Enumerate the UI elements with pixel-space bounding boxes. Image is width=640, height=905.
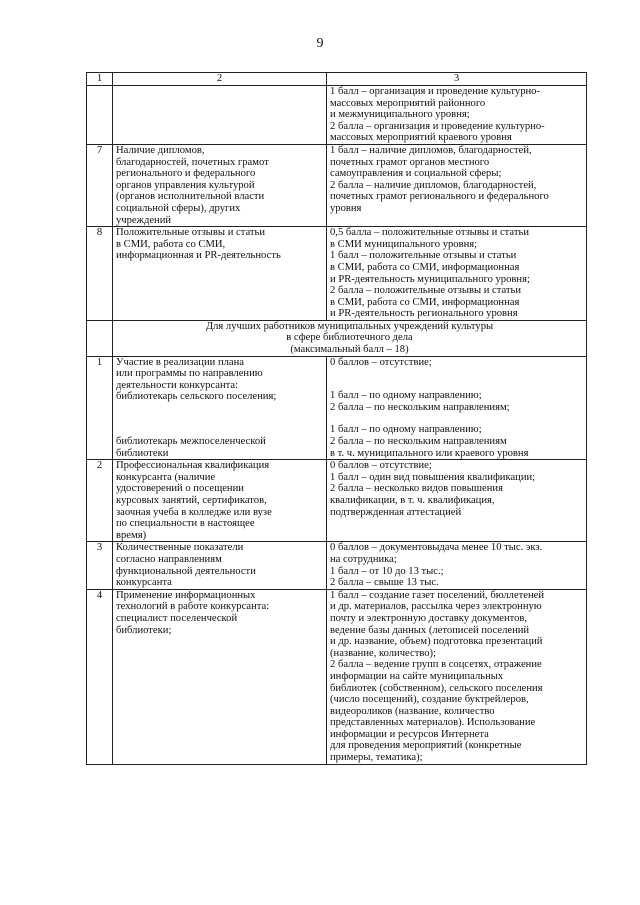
criterion-line: библиотекарь сельского поселения; — [116, 391, 277, 403]
criterion-line: социальной сферы), других — [116, 202, 241, 214]
criterion-line: конкурсанта (наличие — [116, 471, 216, 483]
row-scores — [327, 589, 587, 764]
header-col-3: 3 — [327, 73, 587, 86]
score-line: уровня — [330, 202, 362, 214]
criterion-line: органов управления культурой — [116, 179, 255, 191]
table-row — [87, 356, 587, 460]
section-title — [113, 320, 587, 356]
criterion-line: библиотеки — [116, 447, 169, 459]
score-line: представленных материалов). Использование — [330, 717, 536, 729]
score-line: (название, количество); — [330, 647, 437, 659]
score-line: подтвержденная аттестацией — [330, 506, 462, 518]
row-number: 4 — [87, 589, 113, 764]
criteria-table — [86, 72, 587, 765]
criterion-line: заочная учеба в колледже или вузе — [116, 506, 272, 518]
row-criterion — [113, 86, 327, 145]
criterion-line: благодарностей, почетных грамот — [116, 156, 269, 168]
criterion-line: Профессиональная квалификация — [116, 460, 270, 472]
score-line: 2 балла – свыше 13 тыс. — [330, 577, 439, 589]
criterion-line: по специальности в настоящее — [116, 518, 255, 530]
header-col-1: 1 — [87, 73, 113, 86]
score-line: на сотрудника; — [330, 553, 397, 565]
score-line: 2 балла – организация и проведение культурно- — [330, 120, 545, 132]
criterion-line: регионального и федерального — [116, 168, 256, 180]
score-line: 1 балл – один вид повышения квалификации; — [330, 471, 536, 483]
criterion-line: в СМИ, работа со СМИ, — [116, 238, 226, 250]
criterion-line: специалист поселенческой — [116, 612, 238, 624]
row-scores — [327, 144, 587, 226]
criterion-line: конкурсанта — [116, 577, 172, 589]
section-line: Для лучших работников муниципальных учреждений культуры — [205, 320, 494, 332]
header-col-2: 2 — [113, 73, 327, 86]
score-line: 1 балл – организация и проведение культурно- — [330, 86, 541, 97]
row-scores — [327, 356, 587, 460]
score-line: 2 балла – наличие дипломов, благодарностей, — [330, 179, 537, 191]
row-criterion — [113, 589, 327, 764]
score-line: (число посещений), создание буктрейлеров, — [330, 694, 529, 706]
score-line: информации на сайте муниципальных — [330, 670, 504, 682]
score-line: 1 балл – наличие дипломов, благодарностей, — [330, 144, 532, 156]
score-line: и PR-деятельность регионального уровня — [330, 308, 518, 320]
score-line: и др. название, объем) подготовка презентаций — [330, 636, 543, 648]
table-row — [87, 460, 587, 542]
row-number: 3 — [87, 542, 113, 589]
criterion-line: Наличие дипломов, — [116, 144, 205, 156]
score-line: в СМИ муниципального уровня; — [330, 238, 478, 250]
section-spacer — [87, 320, 113, 356]
row-criterion — [113, 144, 327, 226]
score-line: примеры, тематика); — [330, 752, 423, 764]
score-line: видеороликов (название, количество — [330, 705, 495, 717]
score-line: самоуправления и социальной сферы; — [330, 168, 502, 180]
score-line: и PR-деятельность муниципального уровня; — [330, 273, 530, 285]
criterion-line: технологий в работе конкурсанта: — [116, 601, 270, 613]
table-row — [87, 589, 587, 764]
row-number: 2 — [87, 460, 113, 542]
score-line: 0 баллов – отсутствие; — [330, 460, 432, 472]
spacer — [330, 368, 583, 390]
score-line: массовых мероприятий краевого уровня — [330, 132, 512, 144]
row-number — [87, 86, 113, 145]
score-line: в СМИ, работа со СМИ, информационная — [330, 261, 520, 273]
score-line: 1 балл – по одному направлению; — [330, 390, 482, 402]
criterion-line: или программы по направлению — [116, 368, 263, 380]
criterion-line: деятельности конкурсанта: — [116, 379, 239, 391]
criterion-line: время) — [116, 529, 147, 541]
criterion-line: удостоверений о посещении — [116, 483, 244, 495]
score-line: и др. материалов, рассылка через электронную — [330, 601, 542, 613]
criterion-line: библиотеки; — [116, 624, 172, 636]
table-row — [87, 86, 587, 145]
score-line: ведение базы данных (летописей поселений — [330, 624, 530, 636]
criterion-line: учреждений — [116, 214, 172, 226]
row-scores — [327, 227, 587, 321]
score-line: 2 балла – ведение групп в соцсетях, отражение — [330, 659, 542, 671]
row-number: 1 — [87, 356, 113, 460]
score-line: информации и ресурсов Интернета — [330, 728, 489, 740]
score-line: 2 балла – положительные отзывы и статьи — [330, 285, 522, 297]
score-line: массовых мероприятий районного — [330, 97, 486, 109]
row-scores — [327, 460, 587, 542]
criterion-line: Количественные показатели — [116, 542, 244, 554]
score-line: 1 балл – от 10 до 13 тыс.; — [330, 565, 444, 577]
criterion-line: Применение информационных — [116, 589, 256, 601]
score-line: 0 баллов – документовыдача менее 10 тыс. экз. — [330, 542, 543, 554]
row-criterion — [113, 356, 327, 460]
section-header-row — [87, 320, 587, 356]
score-line: почту и электронную доставку документов, — [330, 612, 528, 624]
score-line: в СМИ, работа со СМИ, информационная — [330, 296, 520, 308]
criterion-line: Положительные отзывы и статьи — [116, 227, 266, 239]
row-scores — [327, 86, 587, 145]
score-line: 2 балла – несколько видов повышения — [330, 483, 503, 495]
score-line: квалификации, в т. ч. квалификация, — [330, 495, 495, 506]
page-number: 9 — [316, 36, 324, 51]
spacer — [330, 413, 583, 424]
row-number: 7 — [87, 144, 113, 226]
table-row — [87, 144, 587, 226]
score-line: 1 балл – положительные отзывы и статьи — [330, 250, 517, 262]
score-line: почетных грамот регионального и федерального — [330, 191, 549, 203]
score-line: и межмуниципального уровня; — [330, 109, 470, 121]
criterion-line: информационная и PR-деятельность — [116, 250, 281, 262]
row-criterion — [113, 542, 327, 589]
spacer — [116, 425, 323, 436]
table-row — [87, 227, 587, 321]
score-line: 2 балла – по нескольким направлениям — [330, 436, 507, 448]
score-line: 0,5 балла – положительные отзывы и статьи — [330, 227, 529, 239]
score-line: 2 балла – по нескольким направлениям; — [330, 401, 510, 413]
score-line: библиотек (собственном), сельского поселения — [330, 682, 543, 694]
criterion-line: Участие в реализации плана — [116, 356, 244, 368]
row-number: 8 — [87, 227, 113, 321]
score-line: для проведения мероприятий (конкретные — [330, 740, 522, 752]
table-header-row — [87, 73, 587, 86]
score-line: в т. ч. муниципального или краевого уровня — [330, 447, 529, 459]
criterion-line: курсовых занятий, сертификатов, — [116, 495, 267, 506]
criterion-line: библиотекарь межпоселенческой — [116, 436, 266, 448]
criterion-line: согласно направлениям — [116, 553, 222, 565]
spacer — [116, 403, 323, 425]
criterion-line: (органов исполнительной власти — [116, 191, 265, 203]
section-line: в сфере библиотечного дела — [286, 332, 413, 344]
score-line: 1 балл – по одному направлению; — [330, 424, 482, 436]
criterion-line: функциональной деятельности — [116, 565, 256, 577]
row-scores — [327, 542, 587, 589]
row-criterion — [113, 460, 327, 542]
score-line: 0 баллов – отсутствие; — [330, 356, 432, 368]
score-line: 1 балл – создание газет поселений, бюллетеней — [330, 589, 545, 601]
row-criterion — [113, 227, 327, 321]
table-row — [87, 542, 587, 589]
section-line: (максимальный балл – 18) — [290, 344, 409, 356]
score-line: почетных грамот органов местного — [330, 156, 490, 168]
